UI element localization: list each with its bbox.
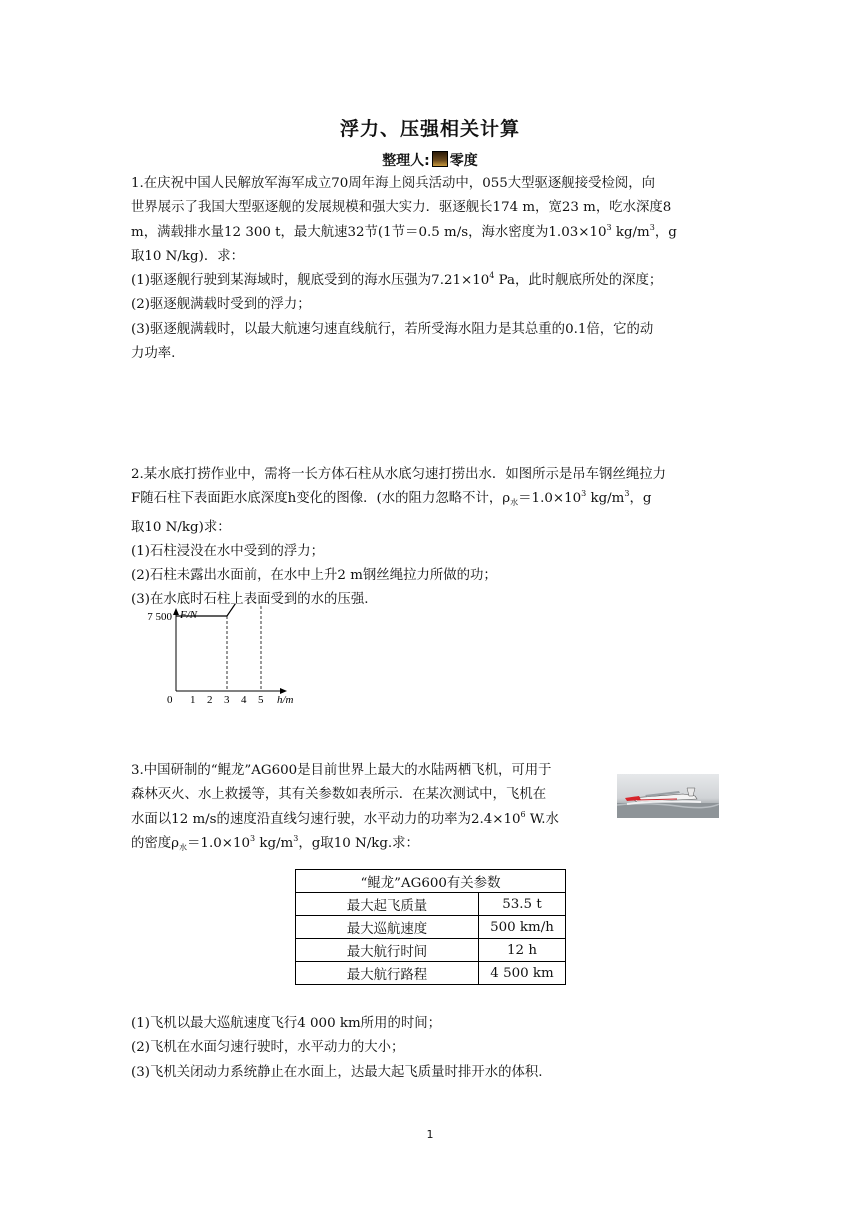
q1-part-2: (2)驱逐舰满载时受到的浮力； bbox=[131, 297, 311, 313]
q1-intro-line-1: 1.在庆祝中国人民解放军海军成立70周年海上阅兵活动中，055大型驱逐舰接受检阅，向 bbox=[131, 176, 656, 191]
table-row bbox=[296, 939, 566, 962]
table-title: “鲲龙”AG600有关参数 bbox=[296, 870, 566, 893]
q1-intro-line-3: m，满载排水量12 300 t，最大航速32节(1节＝0.5 m/s，海水密度为$1.03\times 10^3$ $kg/m^3$，g bbox=[131, 222, 677, 240]
param-name: 最大航行时间 bbox=[296, 939, 479, 962]
x-tick-label: 0 bbox=[167, 694, 173, 706]
q3-line-3: 水面以12 m/s的速度沿直线匀速行驶，水平动力的功率为$2.4\times 10^6$ W.水 bbox=[131, 809, 559, 827]
q2-intro-line-3: 取10 N/kg)求： bbox=[131, 519, 231, 535]
q3-part-1: (1)飞机以最大巡航速度飞行4 000 km所用的时间； bbox=[131, 1016, 442, 1031]
param-value: 500 km/h bbox=[479, 916, 566, 939]
seaplane-photo bbox=[617, 774, 719, 818]
author-logo-icon bbox=[432, 151, 448, 167]
force-depth-graph bbox=[126, 604, 296, 714]
q2-part-1: (1)石柱浸没在水中受到的浮力； bbox=[131, 543, 325, 559]
q2-intro-line-1: 2.某水底打捞作业中，需将一长方体石柱从水底匀速打捞出水．如图所示是吊车钢丝绳拉力 bbox=[131, 467, 667, 482]
author-label: 整理人: bbox=[382, 153, 430, 169]
q2-part-2: (2)石柱未露出水面前，在水中上升2 m钢丝绳拉力所做的功； bbox=[131, 568, 497, 584]
q3-line-1: 3.中国研制的“鲲龙”AG600是目前世界上最大的水陆两栖飞机，可用于 bbox=[131, 763, 552, 778]
table-header-row bbox=[296, 870, 566, 893]
param-value: 12 h bbox=[479, 939, 566, 962]
q3-line-4: 的密度$\rho_水=1.0\times 10^3$ $kg/m^3$，g取10 N/kg.求： bbox=[131, 833, 419, 852]
y-axis-label: F/N bbox=[180, 609, 198, 621]
table-row bbox=[296, 893, 566, 916]
param-name: 最大起飞质量 bbox=[296, 893, 479, 916]
y-axis-arrow-icon bbox=[173, 608, 179, 615]
param-name: 最大巡航速度 bbox=[296, 916, 479, 939]
page-number: 1 bbox=[426, 1128, 434, 1141]
aircraft-params-table bbox=[295, 869, 566, 985]
q3-part-3: (3)飞机关闭动力系统静止在水面上，达最大起飞质量时排开水的体积. bbox=[131, 1064, 543, 1080]
x-tick-label: 1 bbox=[190, 694, 196, 706]
q1-part-3-line-1: (3)驱逐舰满载时，以最大航速匀速直线航行，若所受海水阻力是其总重的0.1倍，它的动 bbox=[131, 321, 654, 337]
q2-part-3: (3)在水底时石柱上表面受到的水的压强. bbox=[131, 592, 369, 608]
page-title: 浮力、压强相关计算 bbox=[339, 118, 520, 140]
seaplane-icon bbox=[617, 774, 719, 818]
question-1 bbox=[131, 172, 731, 366]
x-axis-label: h/m bbox=[277, 694, 294, 706]
q1-part-3-line-2: 力功率. bbox=[131, 346, 176, 362]
author-name: 零度 bbox=[449, 153, 478, 169]
x-tick-label: 3 bbox=[224, 694, 230, 706]
q2-intro-line-2: F随石柱下表面距水底深度h变化的图像．(水的阻力忽略不计，$\rho_水=1.0\times 10^3$ $kg/m^3$，g bbox=[131, 489, 652, 508]
x-tick-label: 2 bbox=[207, 694, 213, 706]
q3-line-2: 森林灭火、水上救援等，其有关参数如表所示．在某次测试中，飞机在 bbox=[131, 787, 547, 803]
table-row bbox=[296, 916, 566, 939]
question-3-parts bbox=[131, 1012, 731, 1085]
y-tick-label: 7 500 bbox=[147, 611, 172, 623]
q1-part-1: (1)驱逐舰行驶到某海域时，舰底受到的海水压强为$7.21\times 10^4$ Pa，此时舰底所处的深度； bbox=[131, 271, 663, 289]
question-3-intro bbox=[131, 759, 611, 860]
param-name: 最大航行路程 bbox=[296, 962, 479, 985]
q3-part-2: (2)飞机在水面匀速行驶时，水平动力的大小； bbox=[131, 1040, 405, 1056]
q1-intro-line-4: 取10 N/kg)．求： bbox=[131, 248, 244, 264]
x-tick-label: 5 bbox=[258, 694, 264, 706]
param-value: 4 500 km bbox=[479, 962, 566, 985]
table-row bbox=[296, 962, 566, 985]
param-value: 53.5 t bbox=[479, 893, 566, 916]
author-line bbox=[0, 150, 860, 170]
q1-intro-line-2: 世界展示了我国大型驱逐舰的发展规模和强大实力．驱逐舰长174 m，宽23 m，吃水深度8 bbox=[131, 200, 672, 216]
x-tick-label: 4 bbox=[241, 694, 247, 706]
question-2 bbox=[131, 463, 731, 613]
